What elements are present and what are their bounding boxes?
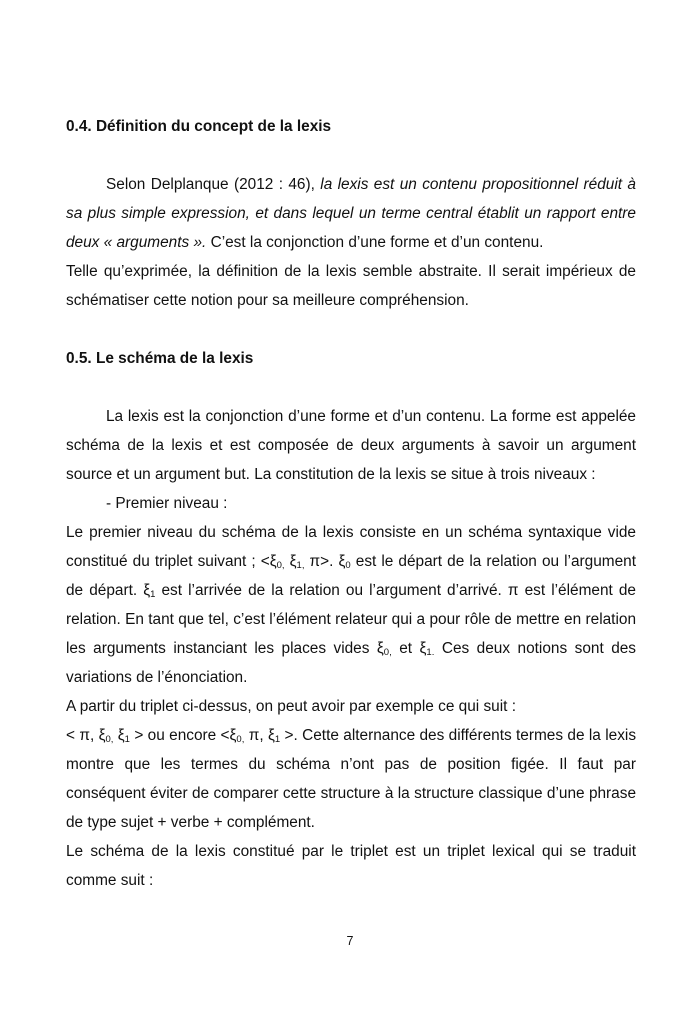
definition-paragraph — [66, 170, 636, 257]
schema-intro-paragraph: La lexis est la conjonction d’une forme et d’un contenu. La forme est appelée schéma de la lexis et est composée de deux arguments à savoir un argument source et un argument but. La constitution de la lexis se situe à trois niveaux : — [66, 408, 636, 483]
subscript: 0, — [105, 734, 114, 745]
text-run: Ces deux notions sont des variations de l’énonciation. — [66, 640, 637, 686]
page-body — [66, 112, 636, 895]
text-run: >. Cette alternance des différents termes de la lexis montre que les termes du schéma n’ont pas de position figée. Il faut par conséquent éviter de comparer cette structure à la structure classique d’une phrase de type sujet + verbe + complément. — [66, 727, 637, 831]
text-run: est le départ de la relation ou l’argument de départ. ξ — [66, 553, 636, 599]
subscript: 1 — [274, 734, 281, 745]
text-run: π, ξ — [244, 727, 275, 744]
alternance-paragraph — [66, 721, 636, 837]
subscript: 1 — [124, 734, 130, 745]
subscript: 0, — [236, 734, 245, 745]
text-run: < π, ξ — [66, 727, 106, 744]
subscript: 0, — [383, 647, 392, 658]
definition-tail-text: C’est la conjonction d’une forme et d’un contenu. — [206, 234, 544, 251]
first-level-paragraph — [66, 518, 636, 692]
text-run: > ou encore <ξ — [129, 727, 237, 744]
section-heading-schema: 0.5. Le schéma de la lexis — [66, 350, 254, 367]
text-run: π>. ξ — [304, 553, 346, 570]
section-heading-definition: 0.4. Définition du concept de la lexis — [66, 118, 332, 135]
abstraction-paragraph: Telle qu’exprimée, la définition de la lexis semble abstraite. Il serait impérieux de schématiser cette notion pour sa meilleure compréhension. — [66, 263, 636, 309]
subscript: 0, — [276, 560, 285, 571]
subscript: 1. — [426, 647, 435, 658]
definition-quote: la lexis est un contenu propositionnel réduit à sa plus simple expression, et dans lequel un terme central établit un rapport entre deux « arguments ». — [66, 176, 636, 251]
definition-lead-text: Selon Delplanque (2012 : 46), — [106, 176, 321, 193]
page-number: 7 — [346, 934, 354, 948]
text-run: Le premier niveau du schéma de la lexis consiste en un schéma syntaxique vide constitué du triplet suivant ; <ξ — [66, 524, 636, 570]
list-item-first-level: - Premier niveau : — [106, 495, 228, 512]
subscript: 1 — [150, 589, 156, 600]
lexical-triplet-paragraph: Le schéma de la lexis constitué par le triplet est un triplet lexical qui se traduit comme suit : — [66, 843, 636, 889]
subscript: 1, — [296, 560, 305, 571]
text-run: et ξ — [391, 640, 427, 657]
text-run: ξ — [284, 553, 297, 570]
text-run: est l’arrivée de la relation ou l’argument d’arrivé. π est l’élément de relation. En tant que tel, c’est l’élément relateur qui a pour rôle de mettre en relation les arguments instanciant les places vides ξ — [66, 582, 636, 657]
example-intro-paragraph: A partir du triplet ci-dessus, on peut avoir par exemple ce qui suit : — [66, 698, 516, 715]
subscript: 0 — [345, 560, 351, 571]
text-run: ξ — [113, 727, 125, 744]
